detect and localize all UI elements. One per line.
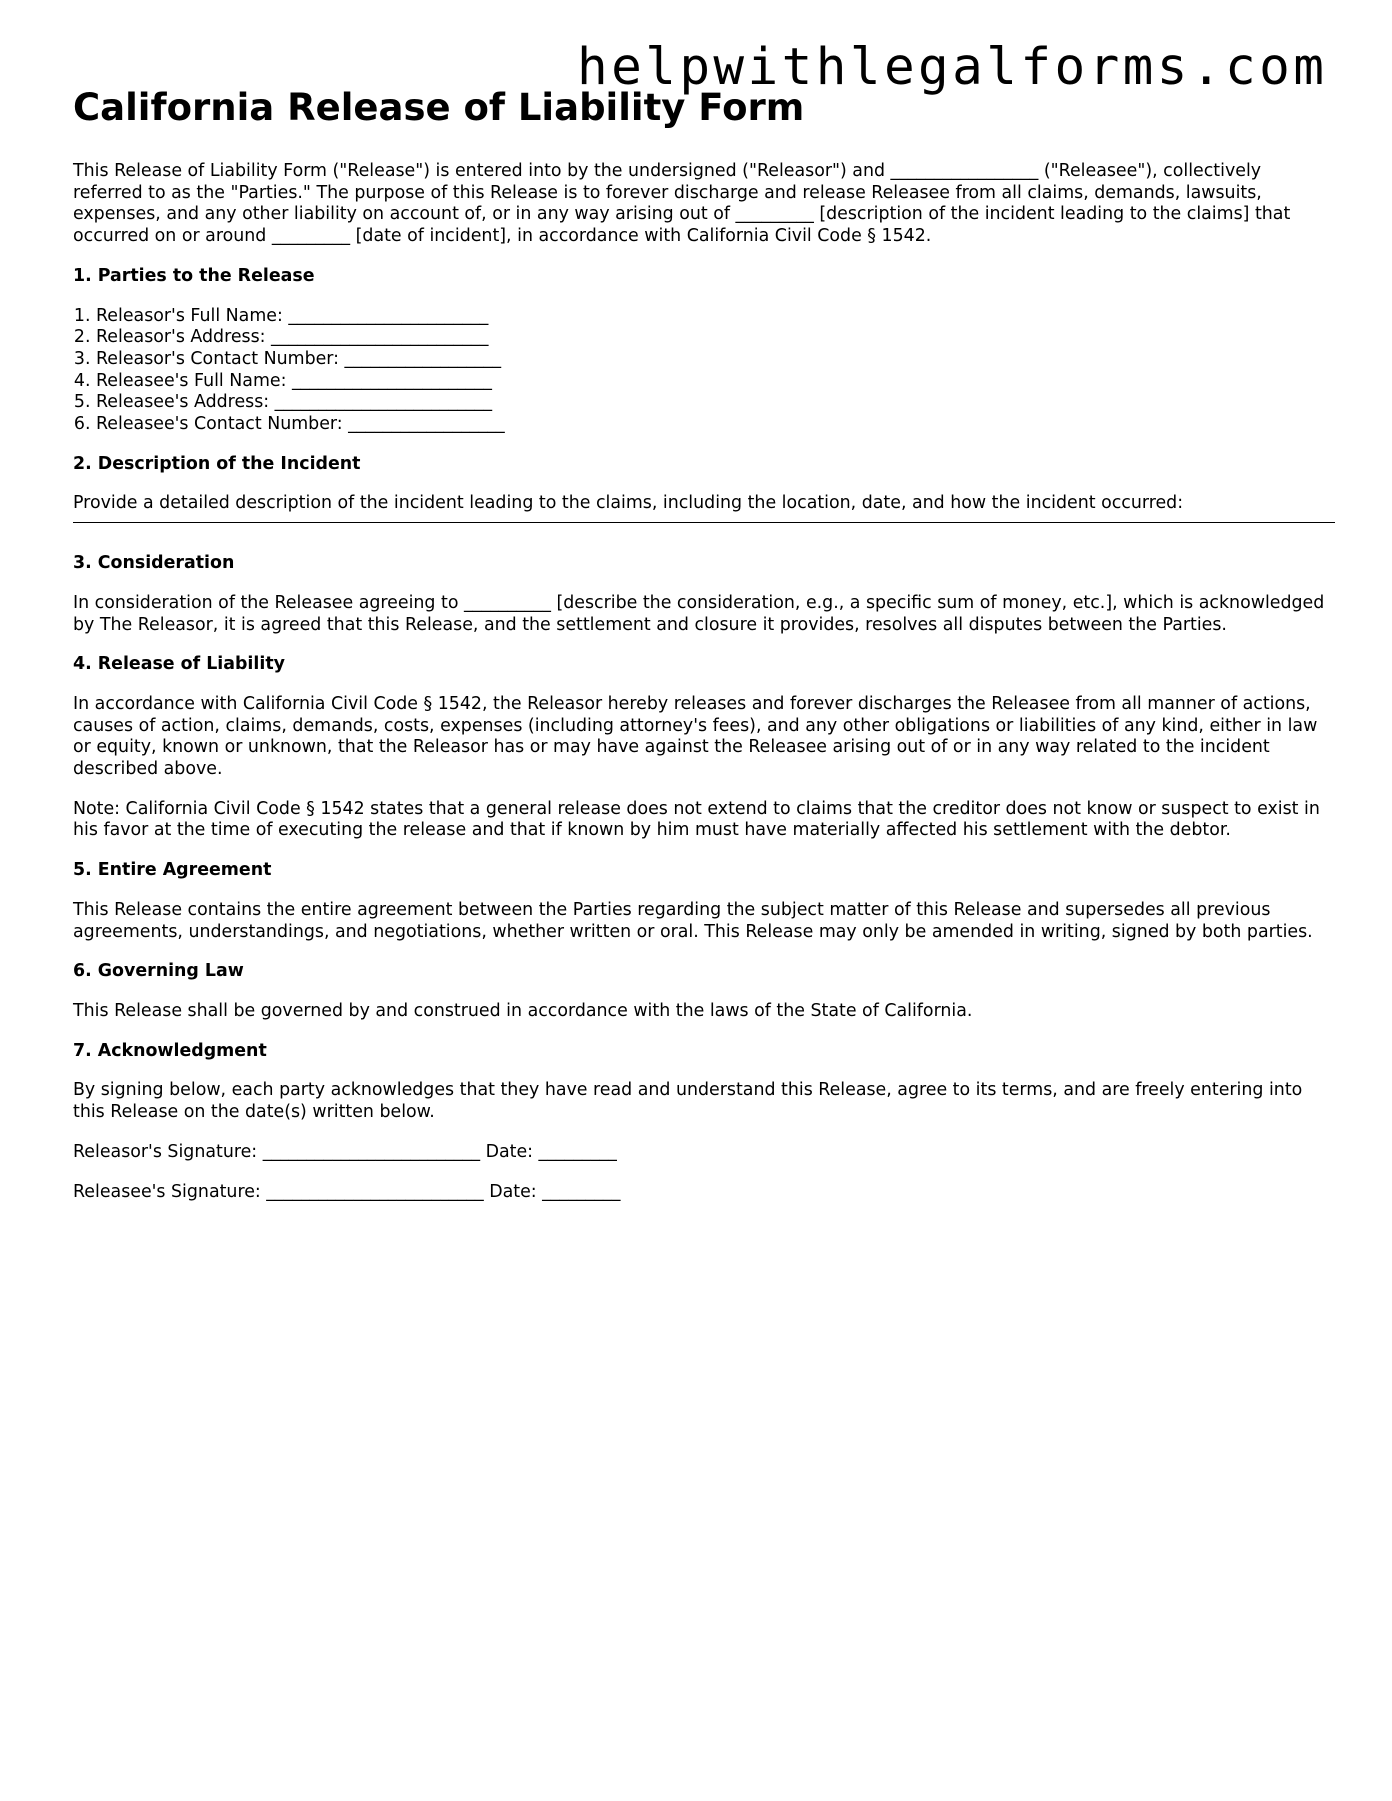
section-heading-acknowledgment: 7. Acknowledgment (73, 1040, 267, 1061)
section-heading-consideration: 3. Consideration (73, 553, 235, 574)
section-heading-release: 4. Release of Liability (73, 654, 285, 675)
site-watermark: helpwithlegalforms.com (577, 38, 1328, 97)
incident-description-line (73, 522, 1335, 523)
list-item: 4. Releasee's Full Name: _______________________ (96, 371, 1335, 393)
section-heading-entire-agreement: 5. Entire Agreement (73, 860, 272, 881)
release-note-paragraph: Note: California Civil Code § 1542 states that a general release does not extend to claims that the creditor does not know or suspect to exist in his favor at the time of executing the release and that if known by him must have materially affected his settlement with the debtor. (73, 798, 1320, 841)
incident-prompt: Provide a detailed description of the incident leading to the claims, including the location, date, and how the incident occurred: (73, 493, 1184, 514)
section-heading-governing-law: 6. Governing Law (73, 961, 244, 982)
releasee-signature-line: Releasee's Signature: _________________________ Date: _________ (73, 1181, 621, 1202)
section-heading-incident: 2. Description of the Incident (73, 453, 361, 474)
consideration-paragraph: In consideration of the Releasee agreeing to __________ [describe the consideration, e.g., a specific sum of money, etc.], which is acknowledged by The Releasor, it is agreed that this Release, and the settlement and closure it provides, resolves all disputes between the Parties. (73, 592, 1325, 635)
list-item: 1. Releasor's Full Name: _______________________ (96, 306, 1335, 328)
document-page (73, 84, 1335, 1221)
parties-list (73, 306, 1335, 436)
list-item: 2. Releasor's Address: _________________________ (96, 327, 1335, 349)
document-title: California Release of Liability Form (73, 86, 805, 129)
list-item: 3. Releasor's Contact Number: __________________ (96, 349, 1335, 371)
section-heading-parties: 1. Parties to the Release (73, 265, 315, 286)
list-item: 5. Releasee's Address: _________________________ (96, 392, 1335, 414)
entire-agreement-paragraph: This Release contains the entire agreement between the Parties regarding the subject matter of this Release and supersedes all previous agreements, understandings, and negotiations, whether written or oral. This Release may only be amended in writing, signed by both parties. (73, 899, 1313, 942)
release-paragraph: In accordance with California Civil Code § 1542, the Releasor hereby releases and forever discharges the Releasee from all manner of actions, causes of action, claims, demands, costs, expenses (including attorney's fees), and any other obligations or liabilities of any kind, either in law or equity, known or unknown, that the Releasor has or may have against the Releasee arising out of or in any way related to the incident described above. (73, 693, 1318, 780)
intro-paragraph: This Release of Liability Form ("Release") is entered into by the undersigned ("Releasor") and _________________ ("Releasee"), collectively referred to as the "Parties." The purpose of this Release is to forever discharge and release Releasee from all claims, demands, lawsuits, expenses, and any other liability on account of, or in any way arising out of _________ [description of the incident leading to the claims] that occurred on or around _________ [date of incident], in accordance with California Civil Code § 1542. (73, 161, 1291, 247)
governing-law-paragraph: This Release shall be governed by and construed in accordance with the laws of the State of California. (73, 1000, 973, 1021)
list-item: 6. Releasee's Contact Number: __________________ (96, 414, 1335, 436)
releasor-signature-line: Releasor's Signature: _________________________ Date: _________ (73, 1141, 617, 1162)
acknowledgment-paragraph: By signing below, each party acknowledges that they have read and understand this Release, agree to its terms, and are freely entering into this Release on the date(s) written below. (73, 1080, 1303, 1123)
